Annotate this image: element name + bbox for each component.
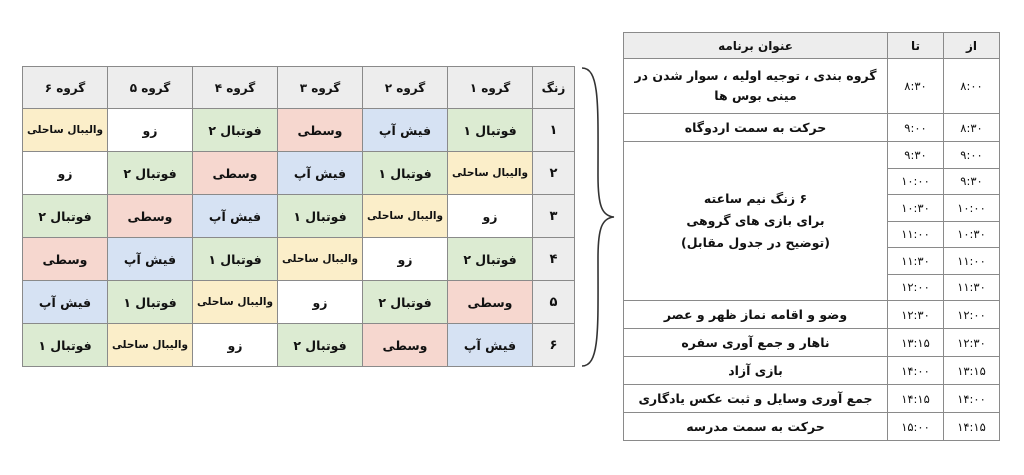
schedule-row <box>624 413 1000 441</box>
activity-cell: والیبال ساحلی <box>193 281 278 324</box>
header-group: گروه ۶ <box>23 67 108 109</box>
bell-number: ۴ <box>533 238 575 281</box>
bell-number: ۱ <box>533 109 575 152</box>
time-to: ۱۴:۱۵ <box>888 385 944 413</box>
activity-cell: فوتبال ۱ <box>193 238 278 281</box>
time-from: ۸:۳۰ <box>944 114 1000 142</box>
program-title: ناهار و جمع آوری سفره <box>624 329 888 357</box>
time-to: ۹:۰۰ <box>888 114 944 142</box>
header-to: تا <box>888 33 944 59</box>
activity-cell: زو <box>448 195 533 238</box>
time-to: ۱۴:۰۰ <box>888 357 944 385</box>
program-title: وضو و اقامه نماز ظهر و عصر <box>624 301 888 329</box>
program-title: بازی آزاد <box>624 357 888 385</box>
time-to: ۱۱:۳۰ <box>888 248 944 275</box>
activity-cell: والیبال ساحلی <box>108 324 193 367</box>
activity-cell: زو <box>23 152 108 195</box>
schedule-row <box>624 329 1000 357</box>
group-block-line2: برای بازی های گروهی <box>686 213 825 228</box>
time-from: ۱۲:۳۰ <box>944 329 1000 357</box>
activity-cell: وسطی <box>193 152 278 195</box>
header-bell: زنگ <box>533 67 575 109</box>
activity-cell: زو <box>278 281 363 324</box>
schedule-row <box>624 301 1000 329</box>
header-title: عنوان برنامه <box>624 33 888 59</box>
schedule-row <box>624 59 1000 114</box>
day-schedule-header-row <box>624 33 1000 59</box>
time-from: ۱۳:۱۵ <box>944 357 1000 385</box>
group-rotation-table <box>22 66 575 367</box>
header-from: از <box>944 33 1000 59</box>
bell-row <box>23 238 575 281</box>
brace-icon <box>578 66 618 368</box>
activity-cell: والیبال ساحلی <box>23 109 108 152</box>
activity-cell: فوتبال ۲ <box>193 109 278 152</box>
time-from: ۱۱:۰۰ <box>944 248 1000 275</box>
activity-cell: وسطی <box>108 195 193 238</box>
bell-number: ۳ <box>533 195 575 238</box>
header-group: گروه ۲ <box>363 67 448 109</box>
time-to: ۱۰:۰۰ <box>888 168 944 195</box>
activity-cell: زو <box>108 109 193 152</box>
schedule-row <box>624 114 1000 142</box>
activity-cell: والیبال ساحلی <box>363 195 448 238</box>
activity-cell: وسطی <box>278 109 363 152</box>
header-group: گروه ۳ <box>278 67 363 109</box>
activity-cell: وسطی <box>363 324 448 367</box>
group-header-row <box>23 67 575 109</box>
activity-cell: فیش آپ <box>108 238 193 281</box>
group-block-line1: ۶ زنگ نیم ساعته <box>703 191 808 206</box>
time-from: ۱۲:۰۰ <box>944 301 1000 329</box>
time-to: ۸:۳۰ <box>888 59 944 114</box>
activity-cell: فوتبال ۲ <box>23 195 108 238</box>
group-games-block <box>624 142 888 301</box>
time-to: ۱۲:۰۰ <box>888 274 944 301</box>
activity-cell: فوتبال ۱ <box>23 324 108 367</box>
time-from: ۱۰:۳۰ <box>944 221 1000 248</box>
bell-number: ۶ <box>533 324 575 367</box>
activity-cell: فیش آپ <box>363 109 448 152</box>
bell-row <box>23 152 575 195</box>
activity-cell: فوتبال ۲ <box>448 238 533 281</box>
program-title: حرکت به سمت اردوگاه <box>624 114 888 142</box>
time-to: ۱۲:۳۰ <box>888 301 944 329</box>
program-title: جمع آوری وسایل و ثبت عکس یادگاری <box>624 385 888 413</box>
bell-row <box>23 281 575 324</box>
header-group: گروه ۴ <box>193 67 278 109</box>
activity-cell: فیش آپ <box>278 152 363 195</box>
activity-cell: فوتبال ۱ <box>448 109 533 152</box>
activity-cell: والیبال ساحلی <box>278 238 363 281</box>
bell-row <box>23 195 575 238</box>
activity-cell: فوتبال ۲ <box>363 281 448 324</box>
activity-cell: فوتبال ۲ <box>108 152 193 195</box>
time-from: ۱۴:۰۰ <box>944 385 1000 413</box>
schedule-row <box>624 385 1000 413</box>
activity-cell: فیش آپ <box>193 195 278 238</box>
activity-cell: وسطی <box>448 281 533 324</box>
time-from: ۱۱:۳۰ <box>944 274 1000 301</box>
program-title: حرکت به سمت مدرسه <box>624 413 888 441</box>
activity-cell: فوتبال ۲ <box>278 324 363 367</box>
activity-cell: فیش آپ <box>23 281 108 324</box>
schedule-row <box>624 357 1000 385</box>
header-group: گروه ۱ <box>448 67 533 109</box>
schedule-subslot-row <box>624 142 1000 169</box>
header-group: گروه ۵ <box>108 67 193 109</box>
time-from: ۱۰:۰۰ <box>944 195 1000 222</box>
time-to: ۱۰:۳۰ <box>888 195 944 222</box>
time-to: ۹:۳۰ <box>888 142 944 169</box>
bell-row <box>23 109 575 152</box>
time-from: ۱۴:۱۵ <box>944 413 1000 441</box>
time-from: ۹:۰۰ <box>944 142 1000 169</box>
activity-cell: فوتبال ۱ <box>363 152 448 195</box>
activity-cell: فوتبال ۱ <box>108 281 193 324</box>
time-from: ۸:۰۰ <box>944 59 1000 114</box>
day-schedule-table <box>623 32 1000 441</box>
activity-cell: فیش آپ <box>448 324 533 367</box>
activity-cell: زو <box>193 324 278 367</box>
activity-cell: وسطی <box>23 238 108 281</box>
time-to: ۱۱:۰۰ <box>888 221 944 248</box>
activity-cell: زو <box>363 238 448 281</box>
bell-number: ۵ <box>533 281 575 324</box>
time-to: ۱۵:۰۰ <box>888 413 944 441</box>
bell-row <box>23 324 575 367</box>
activity-cell: والیبال ساحلی <box>448 152 533 195</box>
group-block-line3: (توضیح در جدول مقابل) <box>681 235 830 250</box>
program-title: گروه بندی ، توجیه اولیه ، سوار شدن در مینی بوس ها <box>624 59 888 114</box>
time-from: ۹:۳۰ <box>944 168 1000 195</box>
bell-number: ۲ <box>533 152 575 195</box>
activity-cell: فوتبال ۱ <box>278 195 363 238</box>
time-to: ۱۳:۱۵ <box>888 329 944 357</box>
